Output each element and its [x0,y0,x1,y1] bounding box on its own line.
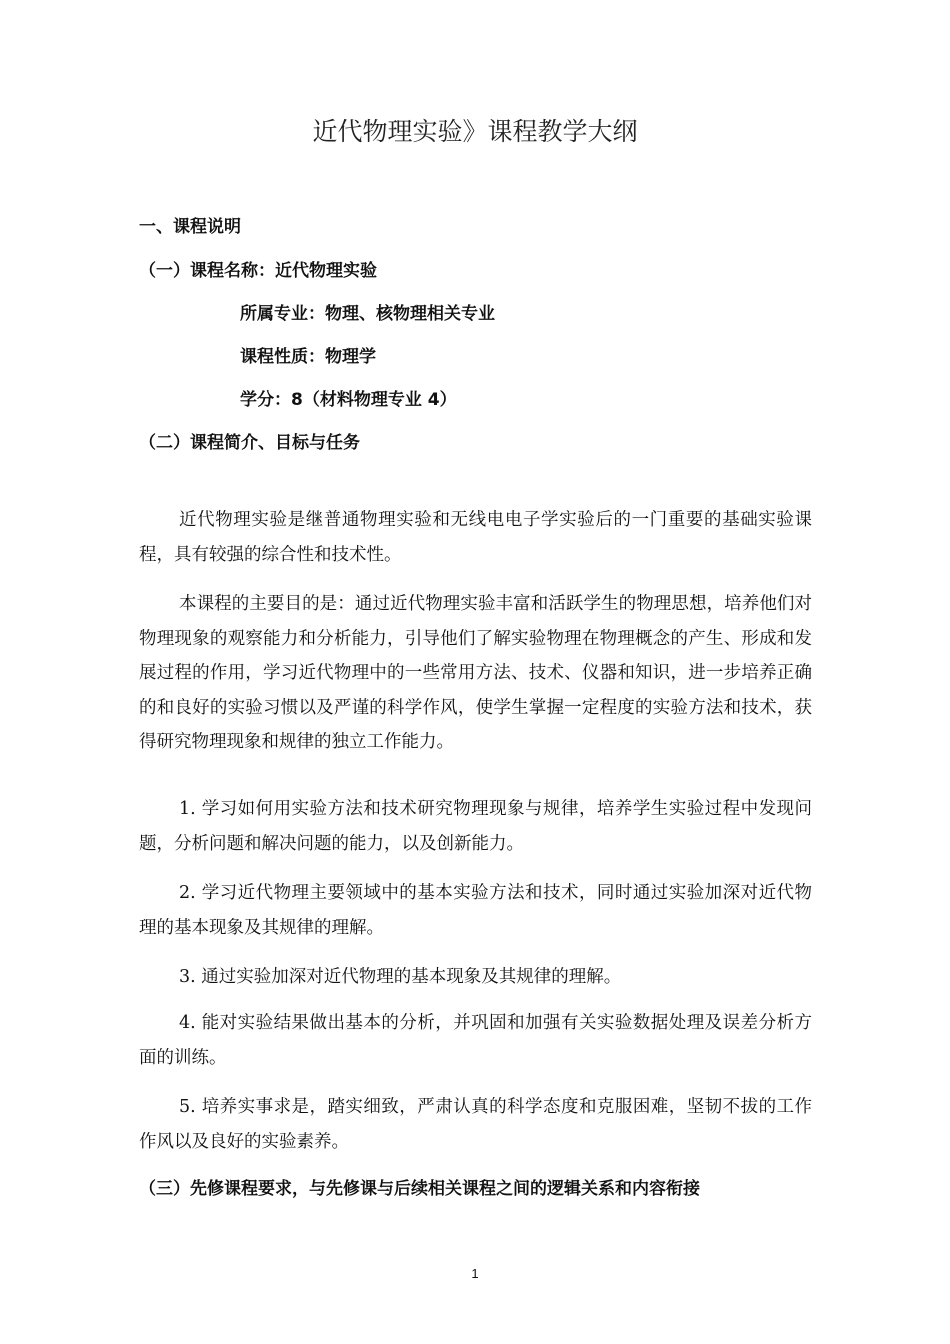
list-item-5: 5. 培养实事求是，踏实细致，严肃认真的科学态度和克服困难，坚韧不拔的工作作风以及良好的实验素养。 [139,1097,812,1152]
list-item-1: 1. 学习如何用实验方法和技术研究物理现象与规律，培养学生实验过程中发现问题，分析问题和解决问题的能力，以及创新能力。 [139,799,812,854]
section-heading-course-description: 一、课程说明 [139,217,241,237]
paragraph-intro: 近代物理实验是继普通物理实验和无线电电子学实验后的一门重要的基础实验课程，具有较强的综合性和技术性。 [139,510,812,565]
list-item-4: 4. 能对实验结果做出基本的分析，并巩固和加强有关实验数据处理及误差分析方面的训练。 [139,1013,812,1068]
list-item-3: 3. 通过实验加深对近代物理的基本现象及其规律的理解。 [179,967,622,987]
course-major: 所属专业：物理、核物理相关专业 [240,304,495,324]
list-item-2: 2. 学习近代物理主要领域中的基本实验方法和技术，同时通过实验加深对近代物理的基本现象及其规律的理解。 [139,883,812,938]
subsection-heading-prerequisites: （三）先修课程要求，与先修课与后续相关课程之间的逻辑关系和内容衔接 [139,1179,700,1199]
document-title: 近代物理实验》课程教学大纲 [312,117,638,146]
page-number: 1 [471,1266,479,1281]
course-nature: 课程性质：物理学 [240,347,376,367]
course-credits: 学分：8（材料物理专业 4） [240,390,457,410]
subsection-heading-intro-goals: （二）课程简介、目标与任务 [139,433,360,453]
subsection-heading-course-name: （一）课程名称：近代物理实验 [139,261,377,281]
paragraph-aim: 本课程的主要目的是：通过近代物理实验丰富和活跃学生的物理思想，培养他们对物理现象的观察能力和分析能力，引导他们了解实验物理在物理概念的产生、形成和发展过程的作用，学习近代物理中的一些常用方法、技术、仪器和知识，进一步培养正确的和良好的实验习惯以及严谨的科学作风，使学生掌握一定程度的实验方法和技术，获得研究物理现象和规律的独立工作能力。 [139,594,812,752]
